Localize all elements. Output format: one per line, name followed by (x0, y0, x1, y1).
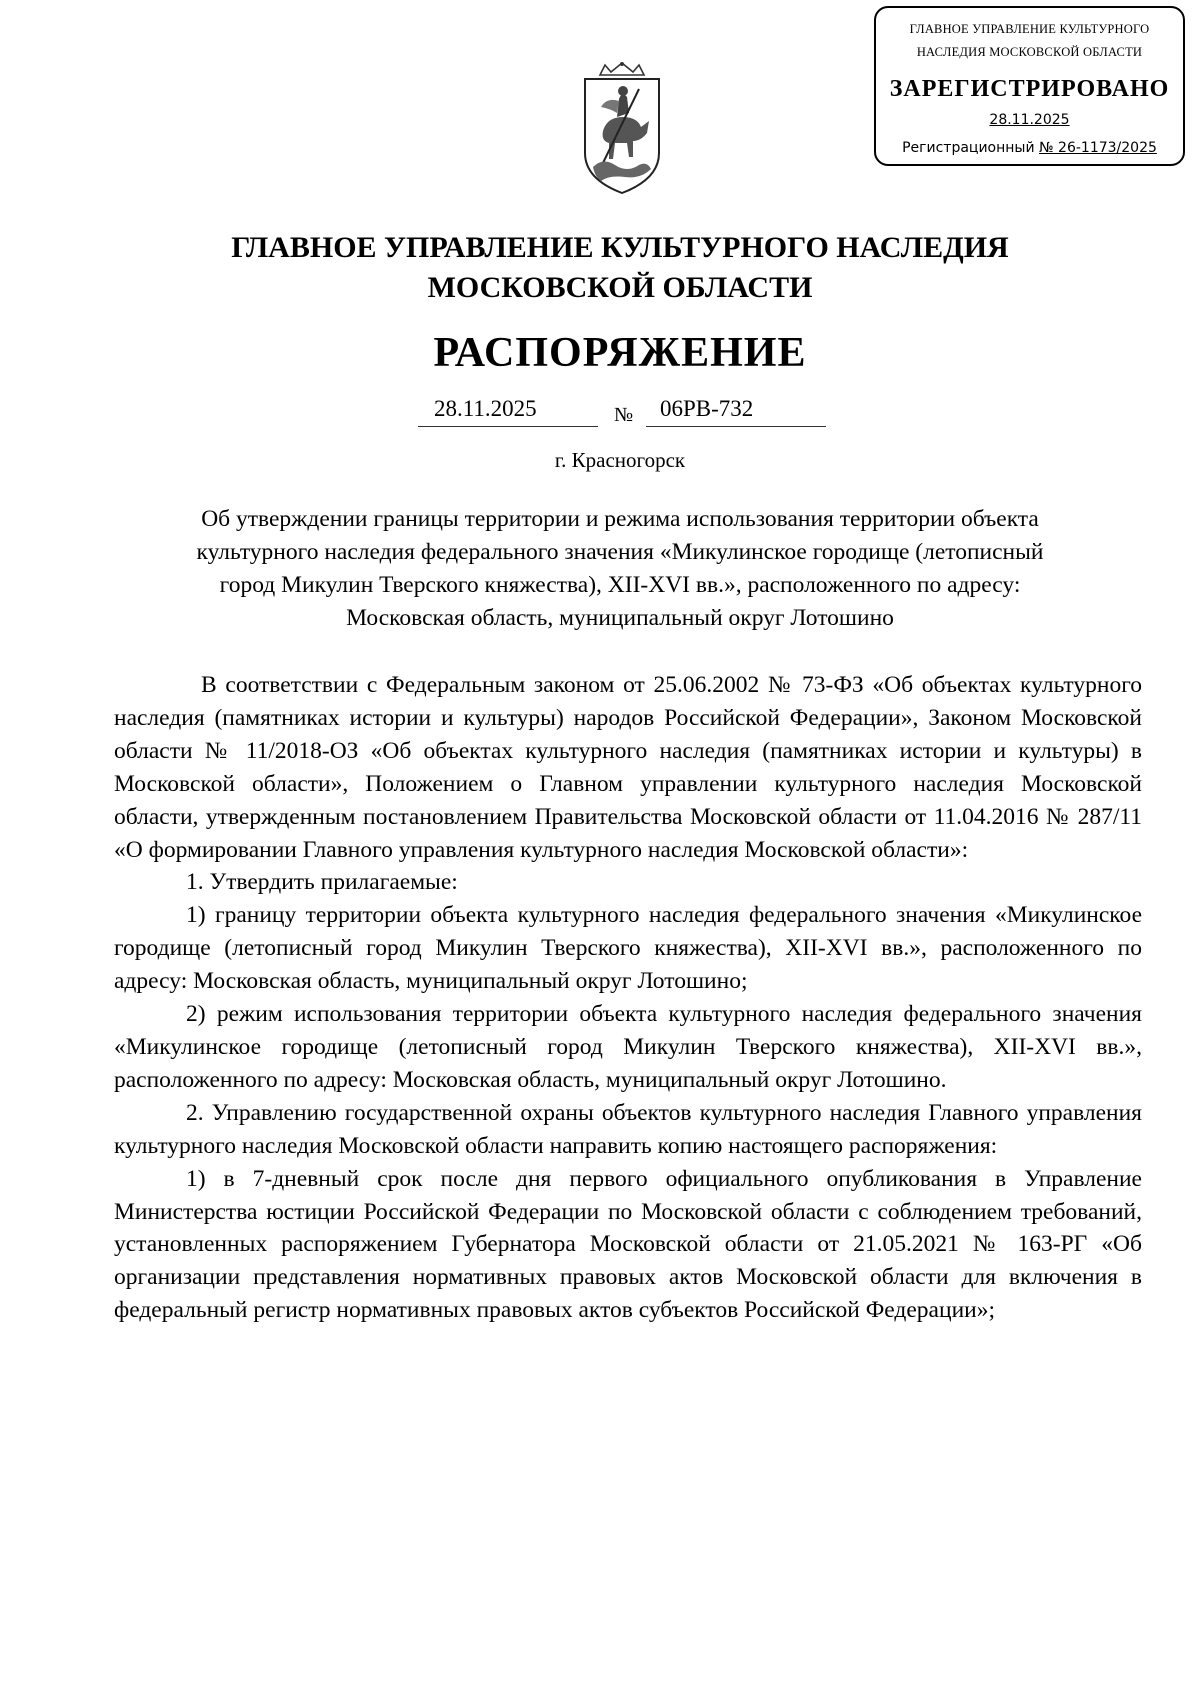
item-1: 1. Утвердить прилагаемые: (186, 869, 458, 896)
stamp-registration-number (876, 138, 1183, 158)
org-title-line1: ГЛАВНОЕ УПРАВЛЕНИЕ КУЛЬТУРНОГО НАСЛЕДИЯ (231, 231, 1009, 264)
registration-stamp (874, 6, 1185, 166)
item-2: 2. Управлению государственной охраны объектов культурного наследия Главного управления культурного наследия Московской области направить копию настоящего распоряжения: (114, 1099, 1142, 1159)
document-subject (0, 503, 1200, 635)
preamble-paragraph: В соответствии с Федеральным законом от 25.06.2002 № 73-ФЗ «Об объектах культурного наследия (памятниках истории и культуры) народов Российской Федерации», Законом Московской области № 11/2018-ОЗ «Об объектах культурного наследия (памятниках истории и культуры) в Московской области», Положением о Главном управлении культурного наследия Московской области, утвержденным постановлением Правительства Московской области от 11.04.2016 № 287/11 «О формировании Главного управления культурного наследия Московской области»: (114, 672, 1142, 863)
subject-line: Московская область, муниципальный округ Лотошино (346, 605, 894, 631)
document-date: 28.11.2025 (418, 392, 598, 427)
stamp-reg-label: Регистрационный (902, 140, 1035, 156)
number-sign: № (614, 404, 634, 426)
city: г. Красногорск (554, 448, 686, 472)
date-number-line (418, 392, 828, 428)
stamp-org-line2: НАСЛЕДИЯ МОСКОВСКОЙ ОБЛАСТИ (916, 45, 1143, 59)
stamp-org-line1: ГЛАВНОЕ УПРАВЛЕНИЕ КУЛЬТУРНОГО (909, 22, 1150, 36)
document-body (114, 669, 1142, 1327)
org-title-line2: МОСКОВСКОЙ ОБЛАСТИ (427, 271, 813, 304)
subject-line: город Микулин Тверского княжества), XII-XVI вв.», расположенного по адресу: (219, 572, 1021, 598)
document-number: 06РВ-732 (646, 392, 826, 427)
stamp-organization (876, 18, 1183, 64)
stamp-date: 28.11.2025 (989, 112, 1070, 128)
subject-line: Об утверждении границы территории и режима использования территории объекта (201, 506, 1039, 532)
coat-of-arms-icon (567, 61, 677, 201)
item-1-1: 1) границу территории объекта культурного наследия федерального значения «Микулинское городище (летописный город Микулин Тверского княжества), XII-XVI вв.», расположенного по адресу: Московская область, муниципальный округ Лотошино; (114, 902, 1142, 995)
item-1-2: 2) режим использования территории объекта культурного наследия федерального значения «Микулинское городище (летописный город Микулин Тверского княжества), XII-XVI вв.», расположенного по адресу: Московская область, муниципальный округ Лотошино. (114, 1001, 1142, 1093)
document-type: РАСПОРЯЖЕНИЕ (433, 330, 807, 376)
stamp-registered-label: ЗАРЕГИСТРИРОВАНО (889, 76, 1170, 102)
subject-line: культурного наследия федерального значения «Микулинское городище (летописный (196, 539, 1044, 565)
organization-title (0, 228, 1200, 308)
stamp-reg-number: № 26-1173/2025 (1039, 140, 1157, 156)
item-2-1: 1) в 7-дневный срок после дня первого официального опубликования в Управление Министерства юстиции Российской Федерации по Московской области с соблюдением требований, установленных распоряжением Губернатора Московской области от 21.05.2021 № 163-РГ «Об организации представления нормативных правовых актов Московской области для включения в федеральный регистр нормативных правовых актов субъектов Российской Федерации»; (114, 1165, 1142, 1324)
